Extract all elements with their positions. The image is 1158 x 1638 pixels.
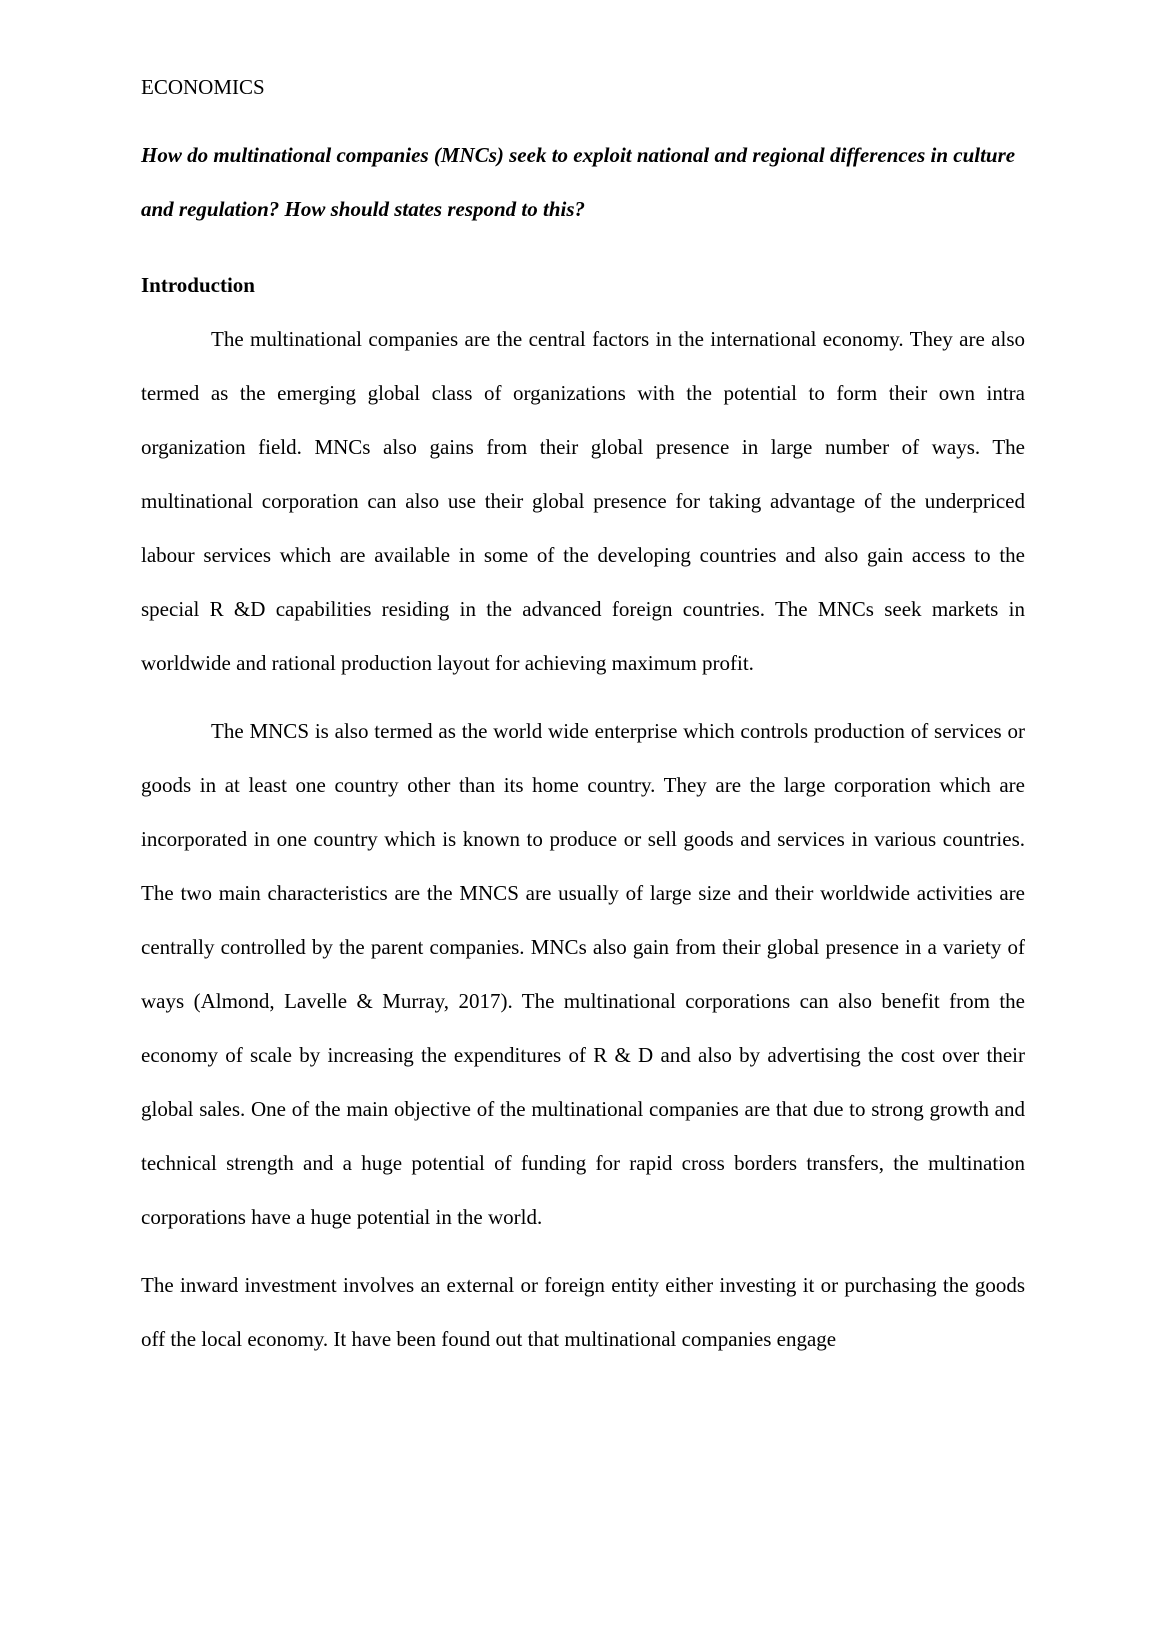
essay-title: How do multinational companies (MNCs) seek to exploit national and regional differences in culture and regulation? How should states respond to this? xyxy=(141,143,1016,221)
paragraph-3: The inward investment involves an external or foreign entity either investing it or purchasing the goods off the local economy. It have been found out that multinational companies engage xyxy=(141,1273,1025,1351)
section-heading-introduction: Introduction xyxy=(141,273,255,297)
running-head: ECONOMICS xyxy=(141,75,265,99)
paragraph-1: The multinational companies are the central factors in the international economy. They are also termed as the emerging global class of organizations with the potential to form their own intra organization field. MNCs also gains from their global presence in large number of ways. The multinational corporation can also use their global presence for taking advantage of the underpriced labour services which are available in some of the developing countries and also gain access to the special R &D capabilities residing in the advanced foreign countries. The MNCs seek markets in worldwide and rational production layout for achieving maximum profit. xyxy=(141,327,1025,675)
paragraph-2: The MNCS is also termed as the world wide enterprise which controls production of services or goods in at least one country other than its home country. They are the large corporation which are incorporated in one country which is known to produce or sell goods and services in various countries. The two main characteristics are the MNCS are usually of large size and their worldwide activities are centrally controlled by the parent companies. MNCs also gain from their global presence in a variety of ways (Almond, Lavelle & Murray, 2017). The multinational corporations can also benefit from the economy of scale by increasing the expenditures of R & D and also by advertising the cost over their global sales. One of the main objective of the multinational companies are that due to strong growth and technical strength and a huge potential of funding for rapid cross borders transfers, the multination corporations have a huge potential in the world. xyxy=(141,719,1025,1229)
document-body xyxy=(141,60,1025,1380)
